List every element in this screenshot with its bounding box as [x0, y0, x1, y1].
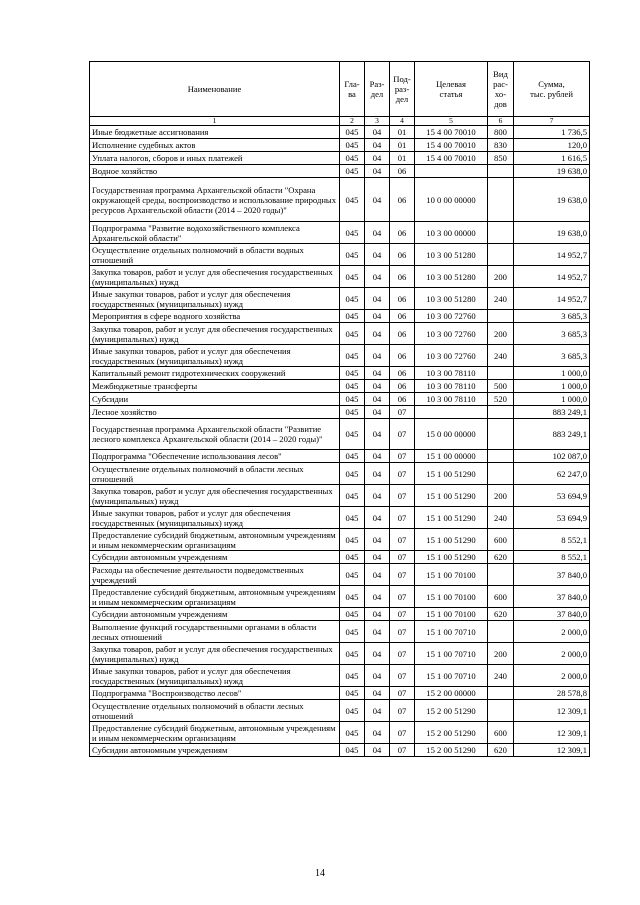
cell-target: 15 1 00 70100	[415, 564, 488, 586]
cell-razdel: 04	[365, 700, 390, 722]
cell-target: 15 1 00 70100	[415, 608, 488, 621]
table-row	[90, 165, 590, 178]
cell-name: Уплата налогов, сборов и иных платежей	[90, 152, 340, 165]
cell-podrazdel: 06	[390, 244, 415, 266]
cell-vid	[488, 367, 514, 380]
cell-razdel: 04	[365, 393, 390, 406]
cell-sum: 3 685,3	[514, 323, 590, 345]
cell-sum: 37 840,0	[514, 586, 590, 608]
cell-target: 10 3 00 51280	[415, 244, 488, 266]
cell-razdel: 04	[365, 367, 390, 380]
cell-vid	[488, 244, 514, 266]
column-number: 2	[340, 117, 365, 126]
cell-vid	[488, 419, 514, 450]
cell-vid	[488, 687, 514, 700]
table-row	[90, 608, 590, 621]
cell-glava: 045	[340, 266, 365, 288]
cell-razdel: 04	[365, 345, 390, 367]
cell-podrazdel: 06	[390, 288, 415, 310]
table-row	[90, 345, 590, 367]
cell-name: Субсидии автономным учреждениям	[90, 551, 340, 564]
header-razdel: Раз- дел	[365, 62, 390, 117]
cell-glava: 045	[340, 551, 365, 564]
cell-glava: 045	[340, 687, 365, 700]
cell-vid	[488, 165, 514, 178]
cell-target: 10 3 00 72760	[415, 323, 488, 345]
table-row	[90, 463, 590, 485]
cell-sum: 12 309,1	[514, 744, 590, 757]
cell-vid: 520	[488, 393, 514, 406]
cell-sum: 62 247,0	[514, 463, 590, 485]
cell-razdel: 04	[365, 744, 390, 757]
cell-podrazdel: 06	[390, 393, 415, 406]
table-row	[90, 323, 590, 345]
cell-name: Государственная программа Архангельской области "Охрана окружающей среды, воспроизводство и использование природных ресурсов Архангельской области (2014 – 2020 годы)"	[90, 178, 340, 222]
cell-razdel: 04	[365, 406, 390, 419]
cell-podrazdel: 06	[390, 165, 415, 178]
table-row	[90, 288, 590, 310]
cell-vid	[488, 621, 514, 643]
cell-glava: 045	[340, 419, 365, 450]
table-row	[90, 222, 590, 244]
cell-podrazdel: 06	[390, 367, 415, 380]
cell-target: 10 3 00 51280	[415, 266, 488, 288]
cell-name: Закупка товаров, работ и услуг для обеспечения государственных (муниципальных) нужд	[90, 485, 340, 507]
cell-vid: 600	[488, 722, 514, 744]
cell-glava: 045	[340, 507, 365, 529]
column-number: 5	[415, 117, 488, 126]
cell-sum: 37 840,0	[514, 564, 590, 586]
cell-target: 10 3 00 72760	[415, 310, 488, 323]
cell-vid	[488, 178, 514, 222]
cell-vid: 500	[488, 380, 514, 393]
cell-razdel: 04	[365, 222, 390, 244]
cell-razdel: 04	[365, 551, 390, 564]
cell-name: Иные закупки товаров, работ и услуг для обеспечения государственных (муниципальных) нужд	[90, 507, 340, 529]
cell-razdel: 04	[365, 323, 390, 345]
cell-glava: 045	[340, 310, 365, 323]
cell-target: 15 1 00 51290	[415, 529, 488, 551]
cell-target: 15 1 00 00000	[415, 450, 488, 463]
cell-name: Закупка товаров, работ и услуг для обеспечения государственных (муниципальных) нужд	[90, 323, 340, 345]
table-row	[90, 529, 590, 551]
cell-vid: 240	[488, 665, 514, 687]
cell-sum: 120,0	[514, 139, 590, 152]
cell-glava: 045	[340, 406, 365, 419]
table-row	[90, 586, 590, 608]
cell-target: 15 4 00 70010	[415, 139, 488, 152]
cell-razdel: 04	[365, 165, 390, 178]
cell-target: 15 2 00 51290	[415, 722, 488, 744]
cell-sum: 3 685,3	[514, 345, 590, 367]
cell-vid	[488, 700, 514, 722]
cell-razdel: 04	[365, 608, 390, 621]
cell-vid: 240	[488, 288, 514, 310]
cell-razdel: 04	[365, 244, 390, 266]
page-number: 14	[315, 868, 325, 879]
cell-sum: 2 000,0	[514, 621, 590, 643]
budget-table	[89, 61, 590, 757]
table-row	[90, 551, 590, 564]
cell-sum: 1 000,0	[514, 393, 590, 406]
table-row	[90, 621, 590, 643]
cell-target: 10 3 00 78110	[415, 367, 488, 380]
cell-name: Подпрограмма "Развитие водохозяйственного комплекса Архангельской области"	[90, 222, 340, 244]
cell-podrazdel: 01	[390, 126, 415, 139]
cell-name: Исполнение судебных актов	[90, 139, 340, 152]
cell-name: Осуществление отдельных полномочий в области водных отношений	[90, 244, 340, 266]
cell-glava: 045	[340, 380, 365, 393]
header-target: Целевая статья	[415, 62, 488, 117]
cell-sum: 19 638,0	[514, 165, 590, 178]
header-sum: Сумма, тыс. рублей	[514, 62, 590, 117]
table-row	[90, 367, 590, 380]
cell-vid: 200	[488, 266, 514, 288]
cell-vid: 620	[488, 744, 514, 757]
cell-podrazdel: 07	[390, 643, 415, 665]
cell-vid: 200	[488, 485, 514, 507]
column-number: 3	[365, 117, 390, 126]
cell-razdel: 04	[365, 586, 390, 608]
cell-name: Иные бюджетные ассигнования	[90, 126, 340, 139]
cell-name: Закупка товаров, работ и услуг для обеспечения государственных (муниципальных) нужд	[90, 266, 340, 288]
cell-podrazdel: 06	[390, 323, 415, 345]
cell-glava: 045	[340, 450, 365, 463]
cell-sum: 102 087,0	[514, 450, 590, 463]
cell-sum: 37 840,0	[514, 608, 590, 621]
cell-razdel: 04	[365, 450, 390, 463]
cell-glava: 045	[340, 323, 365, 345]
cell-podrazdel: 07	[390, 463, 415, 485]
cell-glava: 045	[340, 744, 365, 757]
table-row	[90, 244, 590, 266]
table-row	[90, 139, 590, 152]
table-row	[90, 744, 590, 757]
cell-name: Иные закупки товаров, работ и услуг для обеспечения государственных (муниципальных) нужд	[90, 288, 340, 310]
cell-razdel: 04	[365, 288, 390, 310]
cell-name: Иные закупки товаров, работ и услуг для обеспечения государственных (муниципальных) нужд	[90, 665, 340, 687]
cell-podrazdel: 07	[390, 485, 415, 507]
cell-sum: 14 952,7	[514, 244, 590, 266]
cell-glava: 045	[340, 485, 365, 507]
header-podrazdel: Под- раз- дел	[390, 62, 415, 117]
cell-name: Капитальный ремонт гидротехнических сооружений	[90, 367, 340, 380]
cell-target: 15 1 00 70710	[415, 643, 488, 665]
cell-target	[415, 406, 488, 419]
cell-vid: 620	[488, 551, 514, 564]
cell-name: Предоставление субсидий бюджетным, автономным учреждениям и иным некоммерческим организациям	[90, 586, 340, 608]
table-row	[90, 665, 590, 687]
cell-razdel: 04	[365, 419, 390, 450]
column-number: 7	[514, 117, 590, 126]
cell-vid: 830	[488, 139, 514, 152]
cell-razdel: 04	[365, 722, 390, 744]
cell-name: Субсидии автономным учреждениям	[90, 608, 340, 621]
cell-target: 15 2 00 51290	[415, 700, 488, 722]
cell-sum: 19 638,0	[514, 178, 590, 222]
cell-sum: 3 685,3	[514, 310, 590, 323]
cell-target: 15 1 00 51290	[415, 551, 488, 564]
table-row	[90, 687, 590, 700]
cell-glava: 045	[340, 564, 365, 586]
cell-podrazdel: 07	[390, 621, 415, 643]
cell-name: Водное хозяйство	[90, 165, 340, 178]
cell-glava: 045	[340, 463, 365, 485]
cell-target: 15 4 00 70010	[415, 126, 488, 139]
cell-target: 15 1 00 70100	[415, 586, 488, 608]
cell-target: 15 2 00 51290	[415, 744, 488, 757]
cell-podrazdel: 07	[390, 700, 415, 722]
cell-razdel: 04	[365, 178, 390, 222]
table-row	[90, 700, 590, 722]
cell-podrazdel: 07	[390, 722, 415, 744]
cell-podrazdel: 07	[390, 551, 415, 564]
cell-razdel: 04	[365, 643, 390, 665]
cell-vid: 240	[488, 507, 514, 529]
cell-glava: 045	[340, 126, 365, 139]
cell-vid: 200	[488, 643, 514, 665]
cell-glava: 045	[340, 586, 365, 608]
cell-glava: 045	[340, 621, 365, 643]
cell-razdel: 04	[365, 507, 390, 529]
cell-name: Межбюджетные трансферты	[90, 380, 340, 393]
cell-name: Подпрограмма "Обеспечение использования лесов"	[90, 450, 340, 463]
cell-razdel: 04	[365, 139, 390, 152]
cell-sum: 2 000,0	[514, 643, 590, 665]
cell-razdel: 04	[365, 310, 390, 323]
cell-glava: 045	[340, 722, 365, 744]
cell-razdel: 04	[365, 529, 390, 551]
cell-target: 15 1 00 51290	[415, 463, 488, 485]
cell-sum: 1 000,0	[514, 380, 590, 393]
column-number: 1	[90, 117, 340, 126]
cell-target: 15 1 00 51290	[415, 507, 488, 529]
cell-vid: 800	[488, 126, 514, 139]
table-row	[90, 406, 590, 419]
table-row	[90, 450, 590, 463]
cell-sum: 883 249,1	[514, 419, 590, 450]
cell-name: Предоставление субсидий бюджетным, автономным учреждениям и иным некоммерческим организациям	[90, 722, 340, 744]
cell-glava: 045	[340, 643, 365, 665]
cell-target: 10 3 00 51280	[415, 288, 488, 310]
table-header	[90, 62, 590, 126]
cell-target: 10 3 00 00000	[415, 222, 488, 244]
cell-podrazdel: 07	[390, 406, 415, 419]
cell-target: 15 1 00 70710	[415, 621, 488, 643]
cell-target: 15 1 00 51290	[415, 485, 488, 507]
cell-sum: 2 000,0	[514, 665, 590, 687]
cell-target: 15 4 00 70010	[415, 152, 488, 165]
cell-glava: 045	[340, 367, 365, 380]
cell-podrazdel: 07	[390, 687, 415, 700]
cell-podrazdel: 07	[390, 450, 415, 463]
cell-glava: 045	[340, 608, 365, 621]
cell-razdel: 04	[365, 380, 390, 393]
cell-sum: 12 309,1	[514, 722, 590, 744]
cell-podrazdel: 06	[390, 222, 415, 244]
cell-target: 10 3 00 78110	[415, 393, 488, 406]
cell-razdel: 04	[365, 485, 390, 507]
cell-vid	[488, 564, 514, 586]
cell-podrazdel: 07	[390, 529, 415, 551]
header-vid: Вид рас- хо- дов	[488, 62, 514, 117]
cell-vid: 600	[488, 586, 514, 608]
cell-name: Иные закупки товаров, работ и услуг для обеспечения государственных (муниципальных) нужд	[90, 345, 340, 367]
cell-glava: 045	[340, 665, 365, 687]
cell-podrazdel: 06	[390, 345, 415, 367]
cell-target: 15 0 00 00000	[415, 419, 488, 450]
table-row	[90, 393, 590, 406]
cell-glava: 045	[340, 288, 365, 310]
cell-name: Выполнение функций государственными органами в области лесных отношений	[90, 621, 340, 643]
cell-name: Субсидии	[90, 393, 340, 406]
cell-vid	[488, 463, 514, 485]
cell-podrazdel: 06	[390, 178, 415, 222]
cell-sum: 1 000,0	[514, 367, 590, 380]
cell-name: Подпрограмма "Воспроизводство лесов"	[90, 687, 340, 700]
table-row	[90, 178, 590, 222]
cell-sum: 53 694,9	[514, 485, 590, 507]
header-glava: Гла- ва	[340, 62, 365, 117]
table-row	[90, 126, 590, 139]
cell-vid	[488, 406, 514, 419]
cell-podrazdel: 07	[390, 507, 415, 529]
cell-razdel: 04	[365, 687, 390, 700]
cell-podrazdel: 07	[390, 564, 415, 586]
cell-glava: 045	[340, 393, 365, 406]
table-row	[90, 722, 590, 744]
cell-sum: 19 638,0	[514, 222, 590, 244]
cell-podrazdel: 01	[390, 152, 415, 165]
cell-glava: 045	[340, 178, 365, 222]
cell-razdel: 04	[365, 564, 390, 586]
header-name: Наименование	[90, 62, 340, 117]
cell-target: 10 3 00 78110	[415, 380, 488, 393]
cell-podrazdel: 06	[390, 266, 415, 288]
cell-razdel: 04	[365, 126, 390, 139]
cell-name: Лесное хозяйство	[90, 406, 340, 419]
cell-razdel: 04	[365, 665, 390, 687]
cell-podrazdel: 06	[390, 380, 415, 393]
cell-glava: 045	[340, 700, 365, 722]
cell-glava: 045	[340, 345, 365, 367]
table-row	[90, 152, 590, 165]
cell-vid: 620	[488, 608, 514, 621]
table-row	[90, 419, 590, 450]
cell-podrazdel: 07	[390, 608, 415, 621]
cell-target: 10 0 00 00000	[415, 178, 488, 222]
cell-podrazdel: 07	[390, 419, 415, 450]
cell-sum: 12 309,1	[514, 700, 590, 722]
cell-sum: 28 578,8	[514, 687, 590, 700]
cell-vid	[488, 222, 514, 244]
cell-target: 15 1 00 70710	[415, 665, 488, 687]
cell-podrazdel: 07	[390, 744, 415, 757]
cell-vid: 240	[488, 345, 514, 367]
cell-name: Закупка товаров, работ и услуг для обеспечения государственных (муниципальных) нужд	[90, 643, 340, 665]
cell-glava: 045	[340, 139, 365, 152]
cell-sum: 1 616,5	[514, 152, 590, 165]
table-row	[90, 266, 590, 288]
cell-sum: 14 952,7	[514, 288, 590, 310]
cell-glava: 045	[340, 165, 365, 178]
cell-sum: 14 952,7	[514, 266, 590, 288]
cell-vid	[488, 310, 514, 323]
cell-name: Осуществление отдельных полномочий в области лесных отношений	[90, 463, 340, 485]
table-row	[90, 310, 590, 323]
cell-razdel: 04	[365, 152, 390, 165]
cell-vid: 850	[488, 152, 514, 165]
cell-glava: 045	[340, 529, 365, 551]
cell-podrazdel: 01	[390, 139, 415, 152]
cell-razdel: 04	[365, 266, 390, 288]
column-number: 4	[390, 117, 415, 126]
cell-glava: 045	[340, 152, 365, 165]
table-body	[90, 126, 590, 757]
table-row	[90, 380, 590, 393]
cell-target: 15 2 00 00000	[415, 687, 488, 700]
cell-name: Осуществление отдельных полномочий в области лесных отношений	[90, 700, 340, 722]
table-row	[90, 507, 590, 529]
cell-razdel: 04	[365, 621, 390, 643]
cell-sum: 883 249,1	[514, 406, 590, 419]
cell-sum: 8 552,1	[514, 529, 590, 551]
column-number-row	[90, 117, 590, 126]
cell-vid: 600	[488, 529, 514, 551]
column-number: 6	[488, 117, 514, 126]
cell-sum: 1 736,5	[514, 126, 590, 139]
cell-target: 10 3 00 72760	[415, 345, 488, 367]
cell-podrazdel: 07	[390, 665, 415, 687]
cell-sum: 53 694,9	[514, 507, 590, 529]
cell-name: Мероприятия в сфере водного хозяйства	[90, 310, 340, 323]
table-row	[90, 643, 590, 665]
cell-glava: 045	[340, 244, 365, 266]
cell-name: Расходы на обеспечение деятельности подведомственных учреждений	[90, 564, 340, 586]
cell-vid	[488, 450, 514, 463]
cell-razdel: 04	[365, 463, 390, 485]
cell-name: Государственная программа Архангельской области "Развитие лесного комплекса Архангельской области (2014 – 2020 годы)"	[90, 419, 340, 450]
cell-name: Субсидии автономным учреждениям	[90, 744, 340, 757]
cell-vid: 200	[488, 323, 514, 345]
cell-podrazdel: 06	[390, 310, 415, 323]
cell-glava: 045	[340, 222, 365, 244]
cell-name: Предоставление субсидий бюджетным, автономным учреждениям и иным некоммерческим организациям	[90, 529, 340, 551]
table-row	[90, 564, 590, 586]
cell-target	[415, 165, 488, 178]
cell-podrazdel: 07	[390, 586, 415, 608]
cell-sum: 8 552,1	[514, 551, 590, 564]
table-row	[90, 485, 590, 507]
